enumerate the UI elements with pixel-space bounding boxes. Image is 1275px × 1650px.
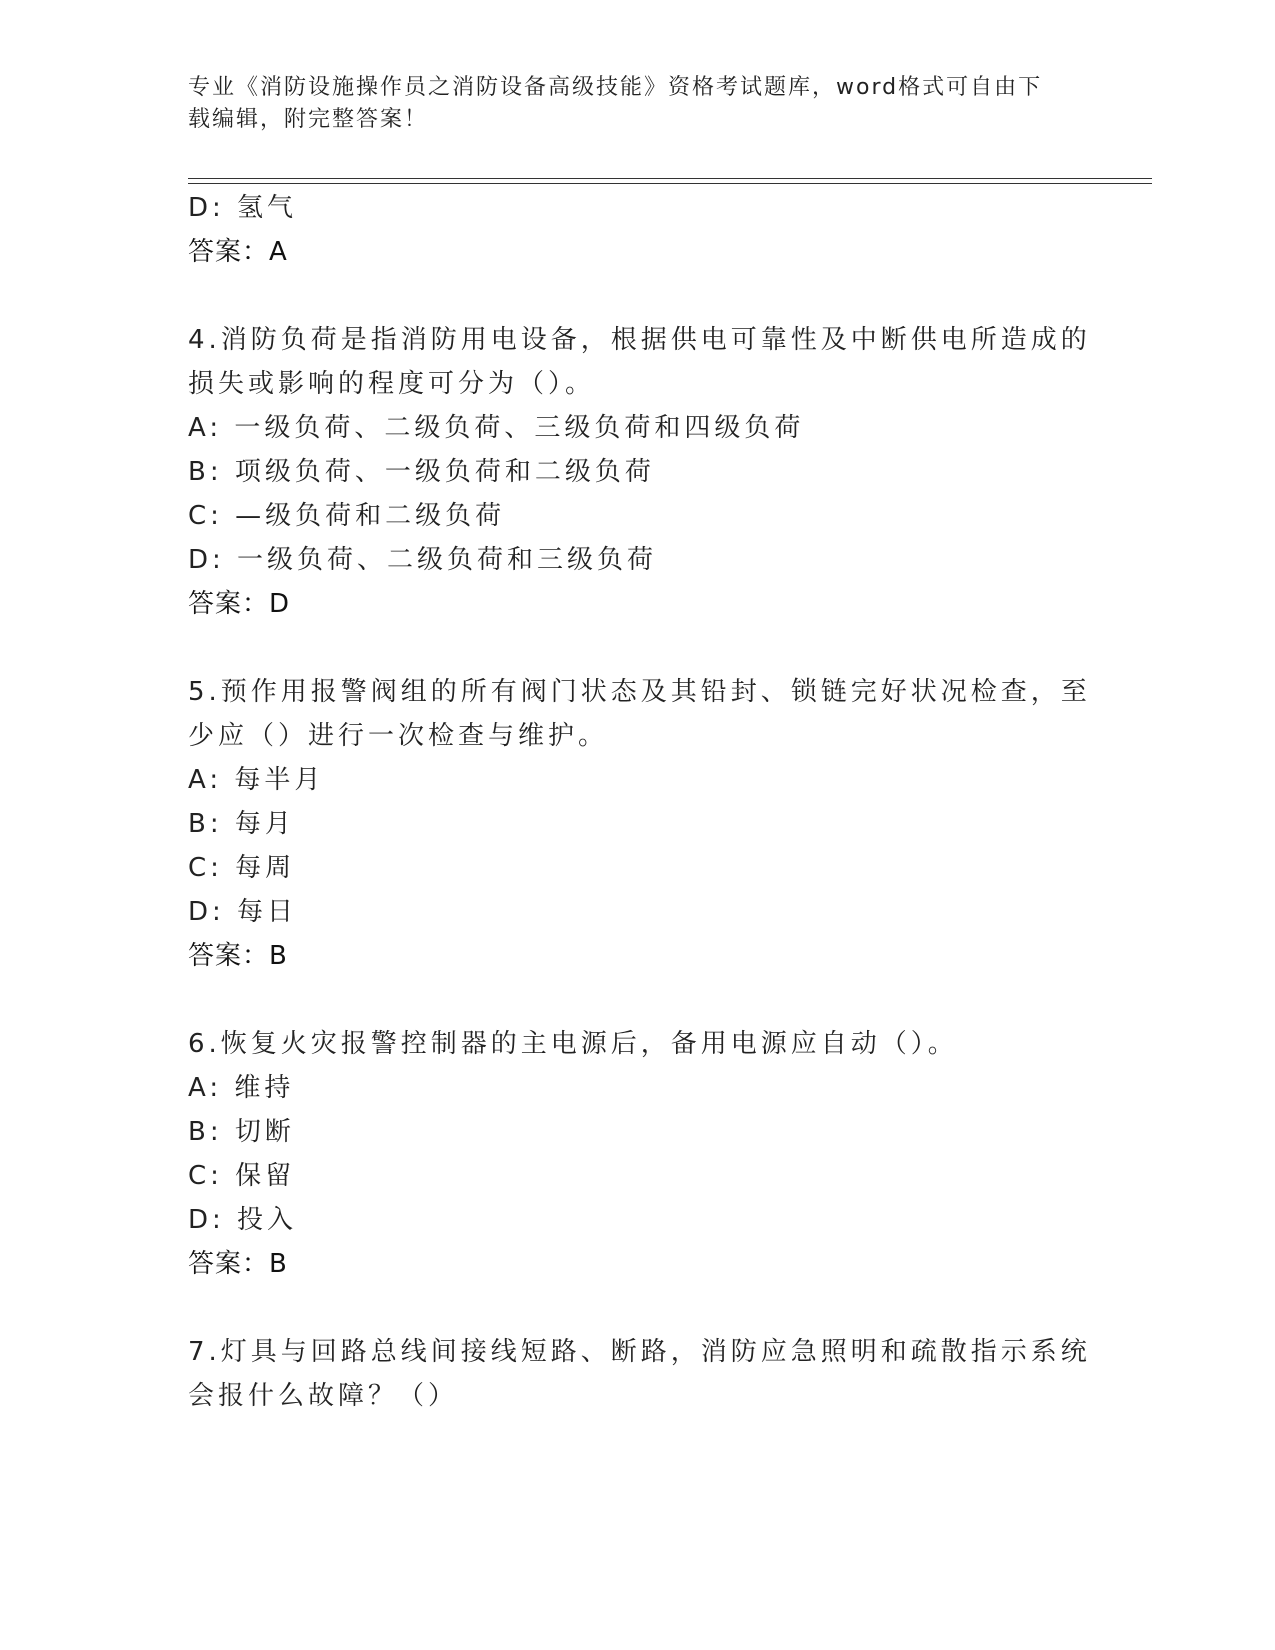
q6-option-b: B: 切断 (188, 1117, 295, 1147)
q5-answer: 答案：B (188, 941, 288, 971)
q4-answer: 答案：D (188, 589, 291, 619)
document-header (188, 72, 1068, 136)
q4-option-d: D: 一级负荷、二级负荷和三级负荷 (188, 545, 658, 575)
q4-stem-line-2: 损失或影响的程度可分为（）。 (188, 369, 596, 399)
q6-option-d: D: 投入 (188, 1205, 298, 1235)
header-rule-top (188, 178, 1152, 179)
q5-option-b: B: 每月 (188, 809, 295, 839)
q5-option-d: D: 每日 (188, 897, 298, 927)
q4-option-c: C: —级负荷和二级负荷 (188, 501, 506, 531)
q4-option-a: A: 一级负荷、二级负荷、三级负荷和四级负荷 (188, 413, 805, 443)
q5-option-c: C: 每周 (188, 853, 296, 883)
q5-stem-line-2: 少应（）进行一次检查与维护。 (188, 721, 609, 751)
q7-stem-line-1: 7.灯具与回路总线间接线短路、断路，消防应急照明和疏散指示系统 (188, 1337, 1091, 1367)
q6-stem-line-1: 6.恢复火灾报警控制器的主电源后，备用电源应自动（）。 (188, 1029, 958, 1059)
q7-stem-line-2: 会报什么故障？（） (188, 1381, 459, 1411)
q5-option-a: A: 每半月 (188, 765, 325, 795)
q3-option-d: D: 氢气 (188, 193, 298, 223)
q3-answer: 答案：A (188, 237, 288, 267)
header-line-2: 载编辑，附完整答案！ (188, 107, 429, 132)
q6-option-a: A: 维持 (188, 1073, 295, 1103)
q6-answer: 答案：B (188, 1249, 288, 1279)
q5-stem-line-1: 5.预作用报警阀组的所有阀门状态及其铅封、锁链完好状况检查，至 (188, 677, 1091, 707)
q4-stem-line-1: 4.消防负荷是指消防用电设备，根据供电可靠性及中断供电所造成的 (188, 325, 1091, 355)
header-rule-bottom (188, 183, 1152, 184)
q6-option-c: C: 保留 (188, 1161, 296, 1191)
q4-option-b: B: 项级负荷、一级负荷和二级负荷 (188, 457, 655, 487)
header-line-1: 专业《消防设施操作员之消防设备高级技能》资格考试题库，word格式可自由下 (188, 75, 1043, 100)
